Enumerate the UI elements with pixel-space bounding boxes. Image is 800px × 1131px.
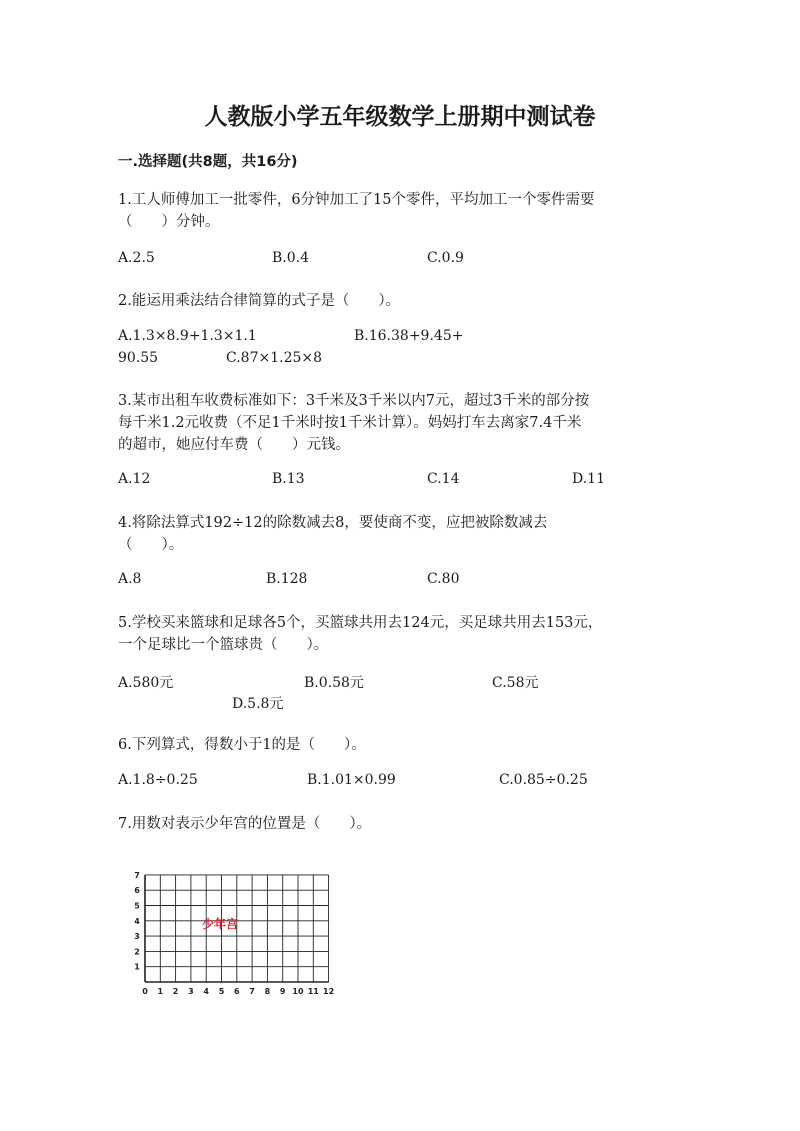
question-3-option-d[interactable]: D.11 xyxy=(572,471,605,487)
question-3-line-1: 3.某市出租车收费标准如下：3千米及3千米以内7元，超过3千米的部分按 xyxy=(118,393,590,409)
question-1-line-1: 1.工人师傅加工一批零件，6分钟加工了15个零件，平均加工一个零件需要 xyxy=(118,192,595,208)
y-tick-label: 3 xyxy=(134,932,140,942)
question-5-option-d[interactable]: D.5.8元 xyxy=(232,696,284,712)
question-3-option-c[interactable]: C.14 xyxy=(427,471,460,487)
x-tick-label: 0 xyxy=(142,987,148,996)
question-5-option-b[interactable]: B.0.58元 xyxy=(304,675,364,691)
x-tick-label: 4 xyxy=(203,987,209,996)
question-1-line-2: （ ）分钟。 xyxy=(118,214,220,230)
question-3-line-3: 的超市，她应付车费（ ）元钱。 xyxy=(118,437,350,453)
page-title: 人教版小学五年级数学上册期中测试卷 xyxy=(204,103,596,130)
y-tick-label: 2 xyxy=(134,947,140,957)
question-7-line-1: 7.用数对表示少年宫的位置是（ ）。 xyxy=(118,816,372,832)
question-1-option-a[interactable]: A.2.5 xyxy=(118,250,155,266)
y-tick-label: 5 xyxy=(134,901,140,911)
grid-lines xyxy=(145,875,329,982)
question-4-line-2: （ ）。 xyxy=(118,537,184,553)
x-tick-label: 7 xyxy=(249,987,255,996)
question-4-option-c[interactable]: C.80 xyxy=(427,571,460,587)
y-tick-labels xyxy=(134,871,140,972)
question-6-option-c[interactable]: C.0.85÷0.25 xyxy=(499,772,588,788)
question-6-line-1: 6.下列算式，得数小于1的是（ ）。 xyxy=(118,737,366,753)
x-tick-label: 3 xyxy=(188,987,194,996)
y-tick-label: 7 xyxy=(134,870,140,880)
question-2-option-c[interactable]: C.87×1.25×8 xyxy=(226,350,323,366)
x-tick-label: 1 xyxy=(157,987,164,996)
x-tick-label: 9 xyxy=(279,987,286,996)
y-tick-label: 1 xyxy=(134,962,140,972)
question-2-option-a[interactable]: A.1.3×8.9+1.3×1.1 xyxy=(118,328,257,344)
x-tick-label: 2 xyxy=(172,987,179,996)
question-5-option-a[interactable]: A.580元 xyxy=(118,675,174,691)
x-tick-label: 8 xyxy=(264,987,271,996)
question-2-option-b[interactable]: B.16.38+9.45+ xyxy=(354,328,464,344)
shaonian-gong-label: 少年宫 xyxy=(201,917,239,931)
x-tick-label: 6 xyxy=(234,987,240,996)
question-6-option-a[interactable]: A.1.8÷0.25 xyxy=(118,772,198,788)
question-4-line-1: 4.将除法算式192÷12的除数减去8，要使商不变，应把被除数减去 xyxy=(118,515,548,531)
question-4-option-a[interactable]: A.8 xyxy=(118,571,142,587)
section-heading: 一.选择题(共8题，共16分) xyxy=(118,154,298,170)
question-6-option-b[interactable]: B.1.01×0.99 xyxy=(307,772,396,788)
question-2-option-b-continued[interactable]: 90.55 xyxy=(118,350,159,366)
x-tick-label: 5 xyxy=(218,987,225,996)
question-5-line-1: 5.学校买来篮球和足球各5个，买篮球共用去124元，买足球共用去153元， xyxy=(118,615,603,631)
question-3-option-b[interactable]: B.13 xyxy=(272,471,305,487)
question-3-line-2: 每千米1.2元收费（不足1千米时按1千米计算）。妈妈打车去离家7.4千米 xyxy=(118,415,582,431)
x-tick-label: 12 xyxy=(323,987,335,996)
question-3-option-a[interactable]: A.12 xyxy=(118,471,151,487)
x-tick-label: 10 xyxy=(292,987,304,996)
y-tick-label: 6 xyxy=(134,886,140,896)
question-5-line-2: 一个足球比一个篮球贵（ ）。 xyxy=(118,637,329,653)
y-tick-label: 4 xyxy=(134,916,140,926)
question-1-option-b[interactable]: B.0.4 xyxy=(272,250,310,266)
question-1-option-c[interactable]: C.0.9 xyxy=(427,250,464,266)
question-4-option-b[interactable]: B.128 xyxy=(266,571,308,587)
question-2-line-1: 2.能运用乘法结合律简算的式子是（ ）。 xyxy=(118,293,401,309)
x-tick-labels xyxy=(142,987,334,996)
question-5-option-c[interactable]: C.58元 xyxy=(492,675,539,691)
x-tick-label: 11 xyxy=(307,987,319,996)
